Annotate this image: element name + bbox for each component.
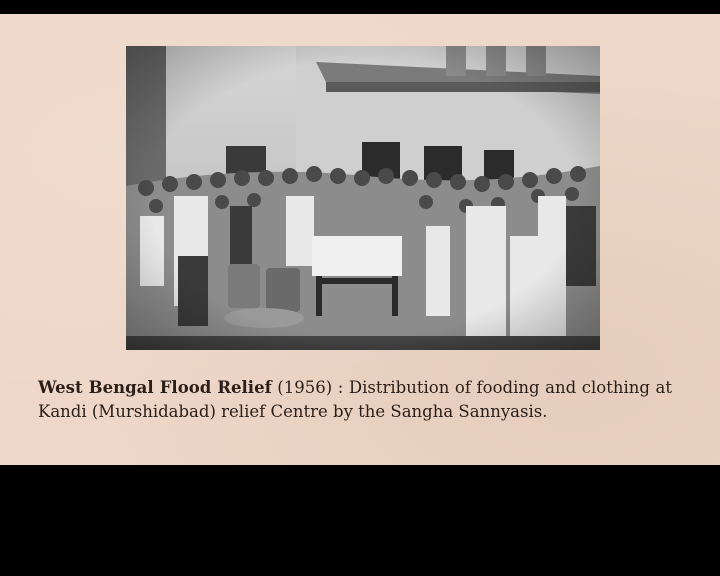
document-page	[0, 14, 720, 465]
relief-photograph	[126, 46, 600, 350]
caption-year: (1956) :	[277, 378, 344, 397]
caption-title: West Bengal Flood Relief	[38, 378, 272, 397]
photo-caption	[38, 376, 672, 424]
caption-body: Distribution of fooding and clothing at Kandi (Murshidabad) relief Centre by the Sangha Sannyasis.	[38, 378, 673, 421]
